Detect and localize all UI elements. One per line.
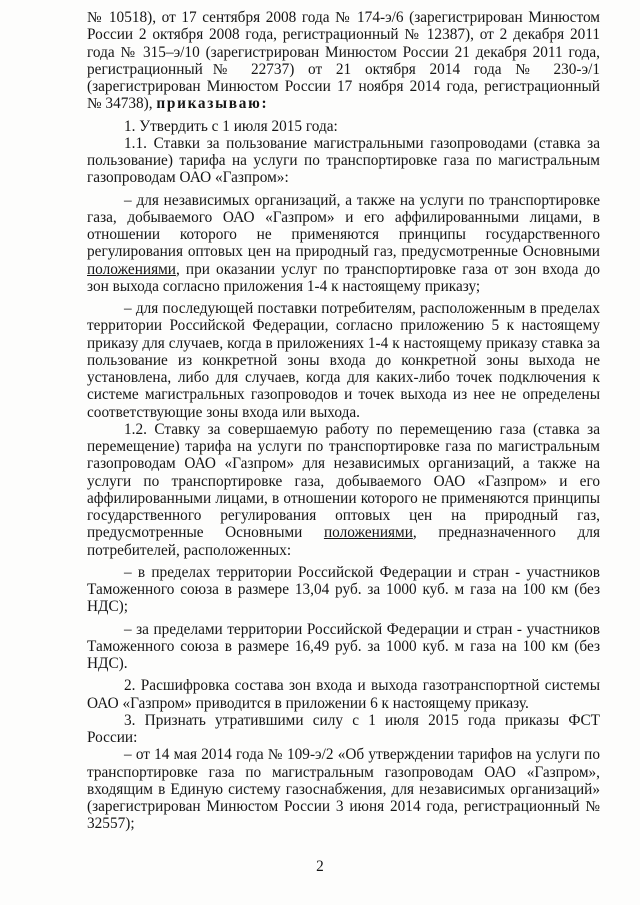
paragraph-text: – от 14 мая 2014 года № 109-э/2 «Об утверждении тарифов на услуги по транспортировке газа по магистральным газопроводам ОАО «Газпром», входящим в Единую систему газоснабжения, для независимых организаций» (зарегистрирован Минюстом России 3 июня 2014 года, регистрационный № 32557); xyxy=(87,746,600,833)
paragraph-text: – в пределах территории Российской Федерации и стран - участников Таможенного союза в размере 13,04 руб. за 1000 куб. м газа на 100 км (без НДС); xyxy=(87,563,600,616)
paragraph xyxy=(87,135,600,187)
document-body xyxy=(87,9,600,833)
paragraph-text: – для последующей поставки потребителям, расположенным в пределах территории Российской Федерации, согласно приложению 5 к настоящему приказу для случаев, когда в приложениях 1-4 к настоящему приказу ставка за пользование из конкретной зоны входа до конкретной зоны выхода не установлена, либо для случаев, когда для каких-либо точек подключения к системе магистральных газопроводов и точек выхода из нее не определены соответствующие зоны входа или выхода. xyxy=(87,300,600,421)
paragraph xyxy=(87,712,600,747)
paragraph-text: , при оказании услуг по транспортировке газа от зон входа до зон выхода согласно приложения 1-4 к настоящему приказу; xyxy=(87,260,600,295)
paragraph-text: 1.1. Ставки за пользование магистральными газопроводами (ставка за пользование) тарифа на услуги по транспортировке газа по магистральным газопроводам ОАО «Газпром»: xyxy=(87,134,600,187)
paragraph xyxy=(87,192,600,296)
paragraph-text: № 10518), от 17 сентября 2008 года № 174-э/6 (зарегистрирован Минюстом России 2 октября 2008 года, регистрационный № 12387), от 2 декабря 2011 года № 315–э/10 (зарегистрирован Минюстом России 21 декабря 2011 года, регистрационный№ 22737) от 21 октября 2014 года № 230-э/1 (зарегистрирован Минюстом России 17 ноября 2014 года, регистрационный № 34738), xyxy=(87,9,600,113)
paragraph-text: 1.2. Ставку за совершаемую работу по перемещению газа (ставка за перемещение) тарифа на услуги по транспортировке газа по магистральным газопроводам ОАО «Газпром» для независимых организаций, а также на услуги по транспортировке газа, добываемого ОАО «Газпром» и его аффилированными лицами, в отношении которого не применяются принципы государственного регулирования оптовых цен на природный газ, предусмотренные Основными xyxy=(87,420,600,542)
paragraph-text: 1. Утвердить с 1 июля 2015 года: xyxy=(124,117,338,135)
paragraph-text: 2. Расшифровка состава зон входа и выхода газотранспортной системы ОАО «Газпром» приводится в приложении 6 к настоящему приказу. xyxy=(87,677,600,712)
paragraph-text: – для независимых организаций, а также на услуги по транспортировке газа, добываемого ОАО «Газпром» и его аффилированными лицами, в отношении которого не применяются принципы государственного регулирования оптовых цен на природный газ, предусмотренные Основными xyxy=(87,191,600,261)
paragraph-text: , предназначенного для потребителей, расположенных: xyxy=(87,524,600,559)
paragraph-text: 3. Признать утратившими силу с 1 июля 2015 года приказы ФСТ России: xyxy=(87,711,600,746)
underlined-link-text: положениями xyxy=(323,524,413,542)
paragraph xyxy=(87,677,600,712)
paragraph xyxy=(87,621,600,673)
paragraph xyxy=(87,300,600,421)
paragraph xyxy=(87,9,600,113)
underlined-link-text: положениями xyxy=(87,260,176,278)
paragraph xyxy=(87,421,600,559)
order-keyword: приказываю: xyxy=(156,95,269,113)
paragraph xyxy=(87,746,600,832)
paragraph xyxy=(87,564,600,616)
paragraph-text: – за пределами территории Российской Федерации и стран - участников Таможенного союза в размере 16,49 руб. за 1000 куб. м газа на 100 км (без НДС). xyxy=(87,620,600,672)
paragraph xyxy=(87,118,600,135)
page-number: 2 xyxy=(316,858,324,875)
